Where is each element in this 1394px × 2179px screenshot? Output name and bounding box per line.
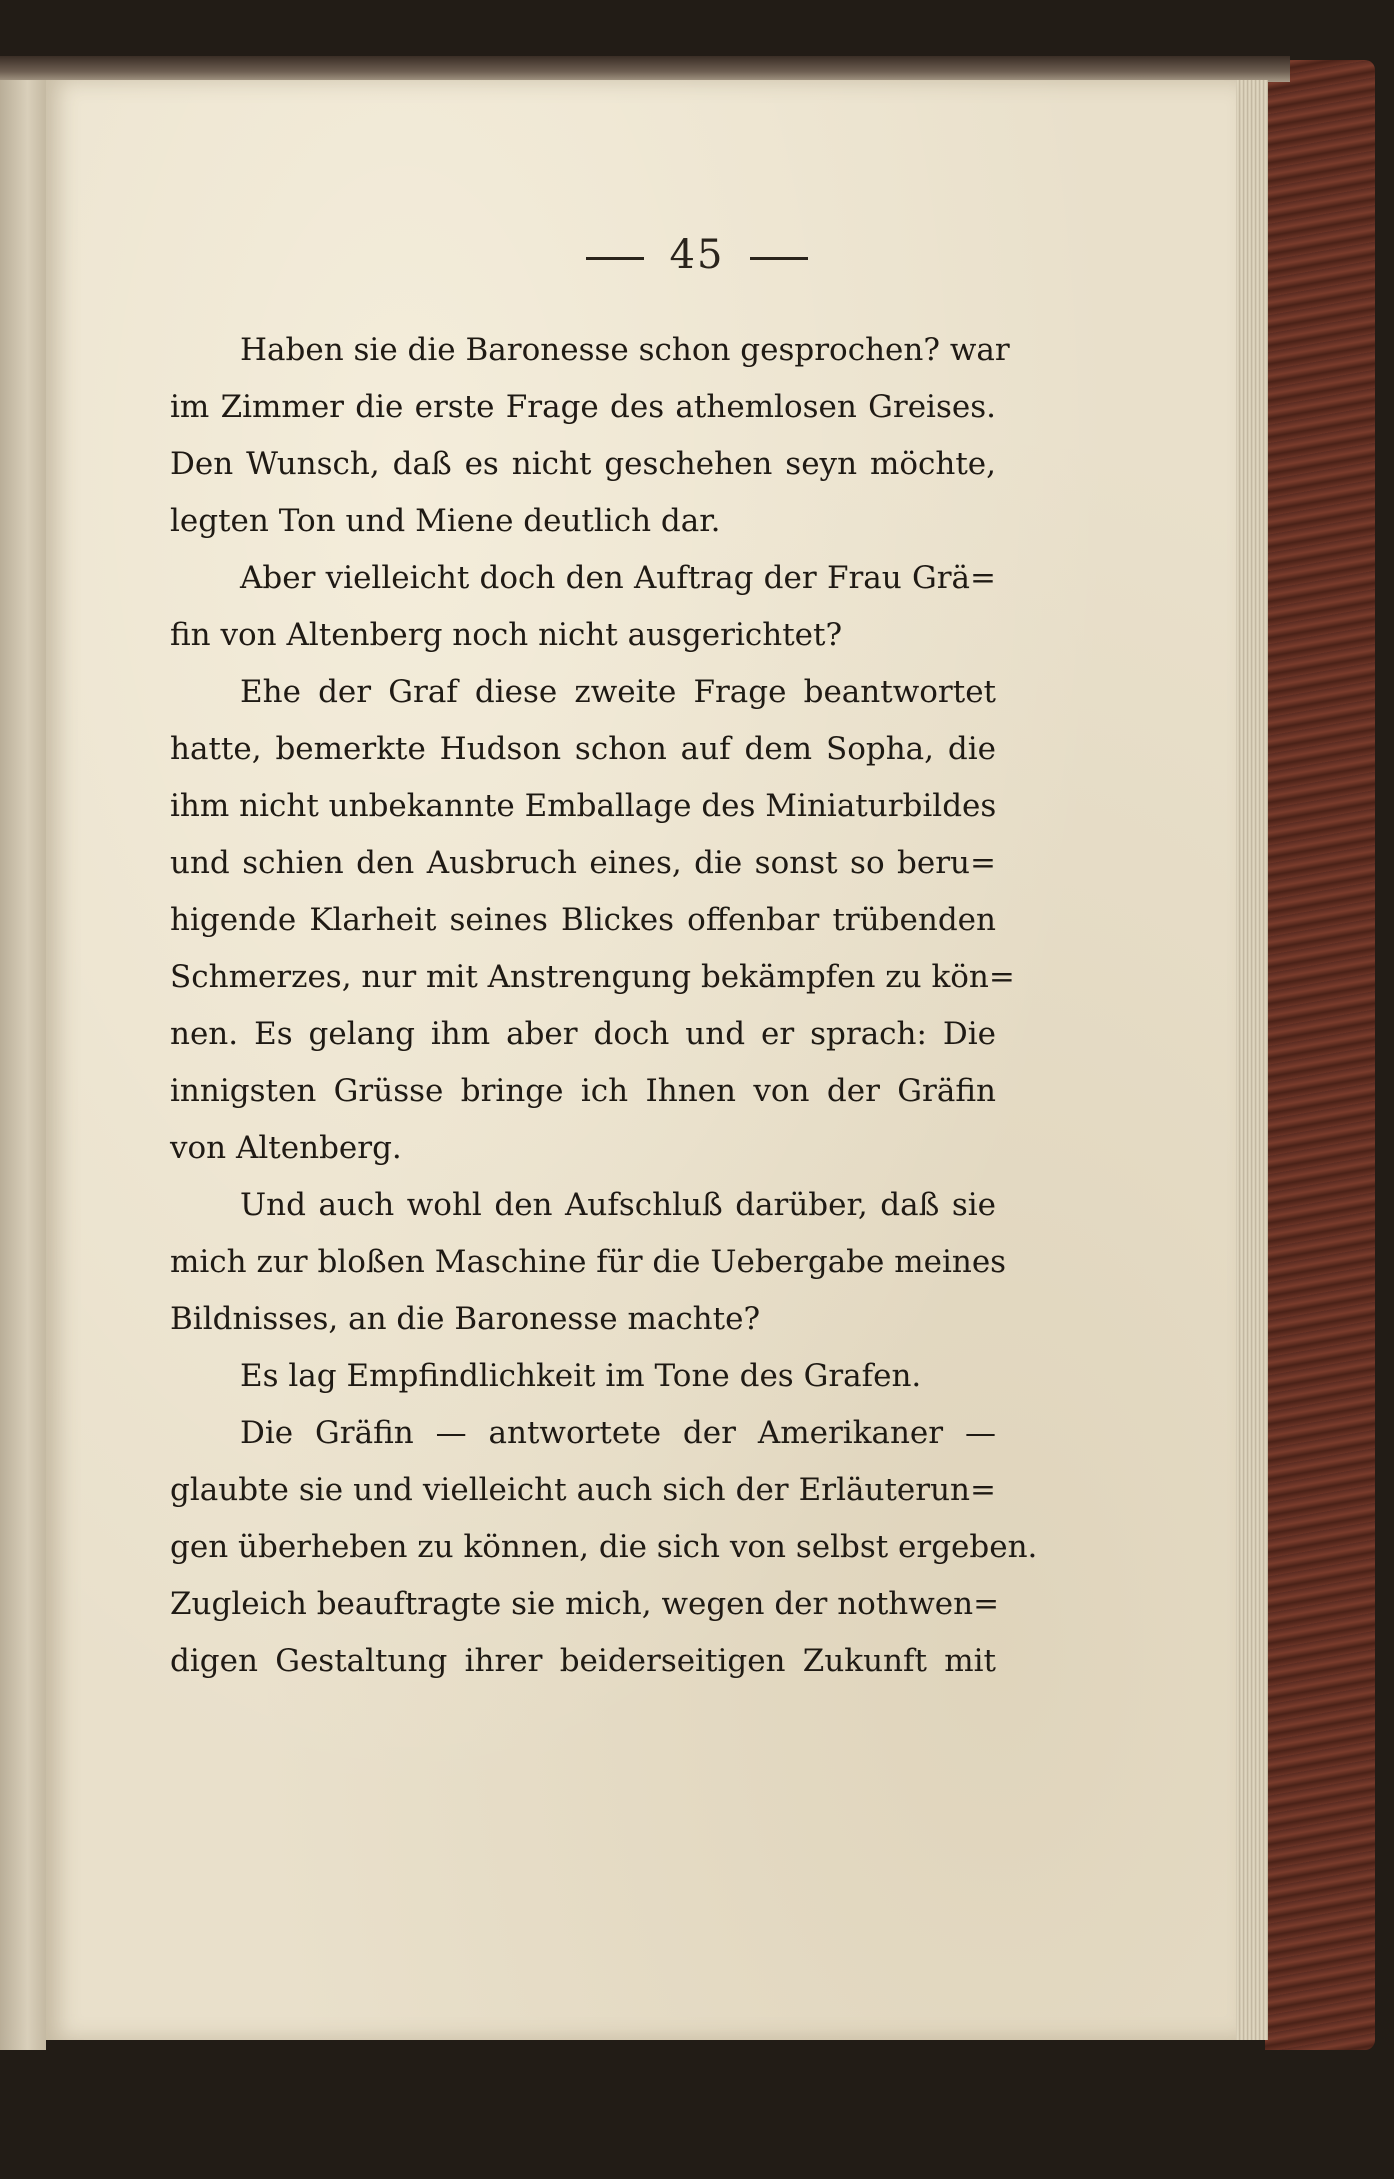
text-line: legten Ton und Miene deutlich dar. [170, 503, 721, 539]
page-header [0, 232, 1394, 278]
text-line: im Zimmer die erste Frage des athemlosen Greises. [170, 389, 996, 425]
text-line: Aber vielleicht doch den Auftrag der Frau Grä= [240, 560, 996, 596]
text-line: Die Gräfin — antwortete der Amerikaner — [240, 1415, 996, 1451]
text-line: nen. Es gelang ihm aber doch und er sprach: Die [170, 1016, 996, 1052]
page-number: 45 [669, 232, 725, 278]
text-line: hatte, bemerkte Hudson schon auf dem Sopha, die [170, 731, 996, 767]
page-stack-edge [1236, 80, 1268, 2040]
text-line: von Altenberg. [170, 1130, 402, 1166]
header-dash-right [750, 257, 808, 260]
text-line: digen Gestaltung ihrer beiderseitigen Zukunft mit [170, 1643, 996, 1679]
book-cover-edge [1265, 60, 1375, 2050]
text-line: Den Wunsch, daß es nicht geschehen seyn möchte, [170, 446, 996, 482]
text-line: Und auch wohl den Aufschluß darüber, daß sie [240, 1187, 996, 1223]
text-line: Es lag Empfindlichkeit im Tone des Grafen. [240, 1358, 922, 1394]
facing-page-edge [0, 80, 46, 2050]
text-line: Zugleich beauftragte sie mich, wegen der nothwen= [170, 1586, 1000, 1622]
body-text [170, 322, 1038, 1690]
text-line: Haben sie die Baronesse schon gesprochen? war [240, 332, 1010, 368]
text-line: mich zur bloßen Maschine für die Uebergabe meines [170, 1244, 1007, 1280]
text-line: Ehe der Graf diese zweite Frage beantwortet [240, 674, 996, 710]
text-line: Schmerzes, nur mit Anstrengung bekämpfen zu kön= [170, 959, 1015, 995]
text-line: fin von Altenberg noch nicht ausgerichtet? [170, 617, 843, 653]
text-line: ihm nicht unbekannte Emballage des Miniaturbildes [170, 788, 997, 824]
text-line: Bildnisses, an die Baronesse machte? [170, 1301, 761, 1337]
text-line: gen überheben zu können, die sich von selbst ergeben. [170, 1529, 1038, 1565]
text-line: higende Klarheit seines Blickes offenbar trübenden [170, 902, 996, 938]
text-line: glaubte sie und vielleicht auch sich der Erläuterun= [170, 1472, 996, 1508]
book-top-edge [0, 56, 1290, 82]
header-dash-left [586, 257, 644, 260]
text-line: und schien den Ausbruch eines, die sonst so beru= [170, 845, 996, 881]
text-line: innigsten Grüsse bringe ich Ihnen von der Gräfin [170, 1073, 996, 1109]
